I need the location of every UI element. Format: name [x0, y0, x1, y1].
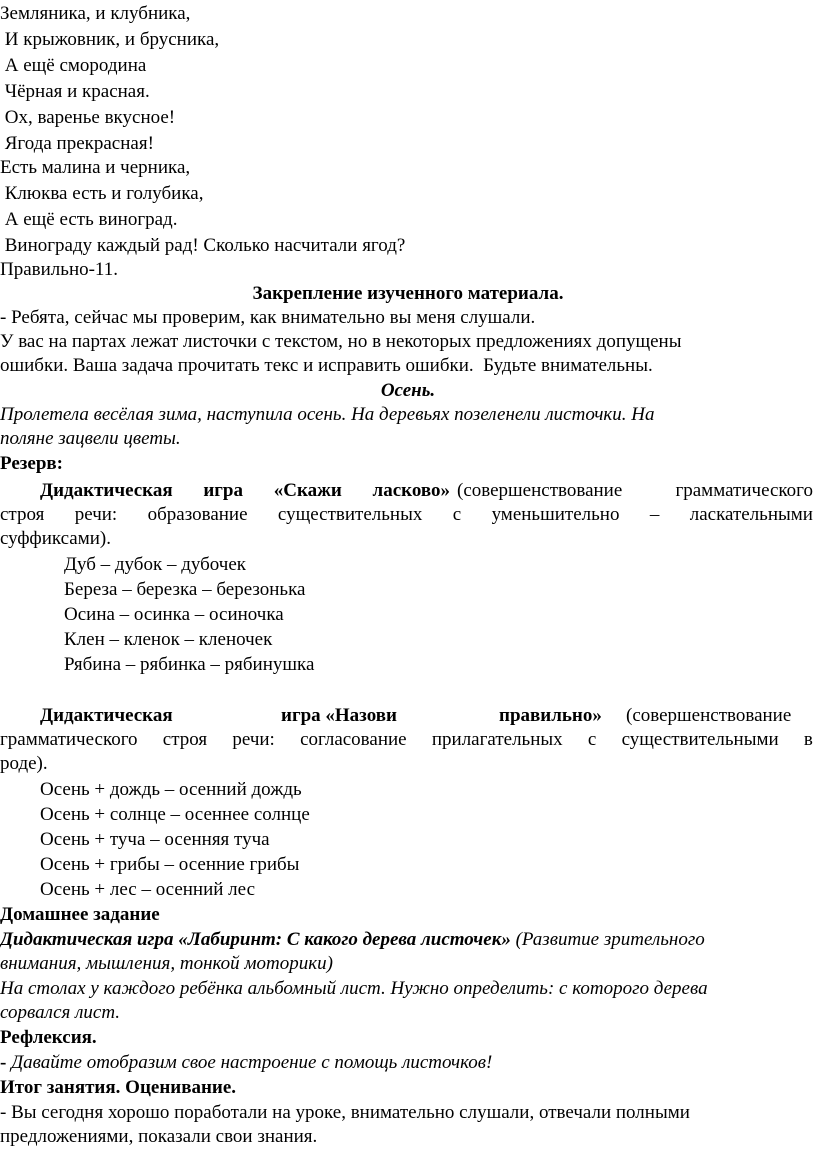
homework-task-line: сорвался лист. — [0, 1002, 121, 1023]
consolidation-task-line: У вас на партах лежат листочки с текстом, но в некоторых предложениях допущены — [0, 331, 682, 352]
poem-line: А ещё есть виноград. — [0, 209, 178, 230]
poem-line: Ох, варенье вкусное! — [0, 107, 176, 128]
game1-item: Береза – березка – березонька — [64, 579, 306, 600]
section-heading-reserve: Резерв: — [0, 453, 64, 474]
game2-item: Осень + дождь – осенний дождь — [40, 779, 302, 800]
summary-line: - Вы сегодня хорошо поработали на уроке, внимательно слушали, отвечали полными — [0, 1102, 690, 1123]
game1-desc-line: строя речи: образование существительных с уменьшительно – ласкательными — [0, 504, 813, 525]
game1-item: Дуб – дубок – дубочек — [64, 554, 247, 575]
game2-item: Осень + грибы – осенние грибы — [40, 854, 300, 875]
game2-title-word: игра «Назови — [281, 705, 397, 726]
game2-item: Осень + лес – осенний лес — [40, 879, 256, 900]
consolidation-intro: - Ребята, сейчас мы проверим, как внимательно вы меня слушали. — [0, 307, 536, 328]
homework-game-desc: (Развитие зрительного — [510, 929, 705, 950]
section-heading-homework: Домашнее задание — [0, 904, 160, 925]
game2-desc-line: грамматического строя речи: согласование прилагательных с существительными в — [0, 729, 813, 750]
game2-title-word: Дидактическая — [40, 705, 173, 726]
game2-item: Осень + солнце – осеннее солнце — [40, 804, 310, 825]
poem-line: Ягода прекрасная! — [0, 133, 154, 154]
game1-item: Рябина – рябинка – рябинушка — [64, 654, 315, 675]
poem-line: Клюква есть и голубика, — [0, 183, 204, 204]
poem-line: Винограду каждый рад! Сколько насчитали ягод? — [0, 235, 406, 256]
game1-desc-start: (совершенствование грамматического — [457, 480, 813, 501]
text-title: Осень. — [380, 380, 436, 401]
consolidation-task-line: ошибки. Ваша задача прочитать текс и исправить ошибки. Будьте внимательны. — [0, 355, 653, 376]
homework-task-line: На столах у каждого ребёнка альбомный лист. Нужно определить: с которого дерева — [0, 978, 708, 999]
game1-item: Клен – кленок – кленочек — [64, 629, 273, 650]
game2-desc-line: роде). — [0, 753, 48, 774]
game2-item: Осень + туча – осенняя туча — [40, 829, 270, 850]
game2-title-word: правильно» — [499, 705, 602, 726]
game1-title: Дидактическая игра «Скажи ласково» — [40, 480, 450, 501]
text-line: Пролетела весёлая зима, наступила осень. На деревьях позеленели листочки. На — [0, 404, 655, 425]
homework-game-title: Дидактическая игра «Лабиринт: С какого дерева листочек» — [0, 929, 511, 950]
homework-game-line — [0, 928, 705, 952]
section-heading-consolidation: Закрепление изученного материала. — [252, 283, 564, 304]
poem-answer: Правильно-11. — [0, 259, 118, 280]
game1-title-line — [0, 479, 816, 503]
game2-desc-start: (совершенствование — [626, 705, 792, 726]
poem-line: И крыжовник, и брусника, — [0, 29, 220, 50]
game1-desc-line: суффиксами). — [0, 528, 112, 549]
section-heading-reflection: Рефлексия. — [0, 1027, 97, 1048]
game1-item: Осина – осинка – осиночка — [64, 604, 284, 625]
poem-line: Земляника, и клубника, — [0, 3, 191, 24]
poem-line: Есть малина и черника, — [0, 157, 191, 178]
section-heading-summary: Итог занятия. Оценивание. — [0, 1077, 237, 1098]
poem-line: Чёрная и красная. — [0, 81, 150, 102]
poem-line: А ещё смородина — [0, 55, 147, 76]
summary-line: предложениями, показали свои знания. — [0, 1126, 318, 1147]
homework-game-desc-line: внимания, мышления, тонкой моторики) — [0, 953, 333, 974]
text-line: поляне зацвели цветы. — [0, 428, 181, 449]
reflection-line: - Давайте отобразим свое настроение с помощь листочков! — [0, 1052, 493, 1073]
